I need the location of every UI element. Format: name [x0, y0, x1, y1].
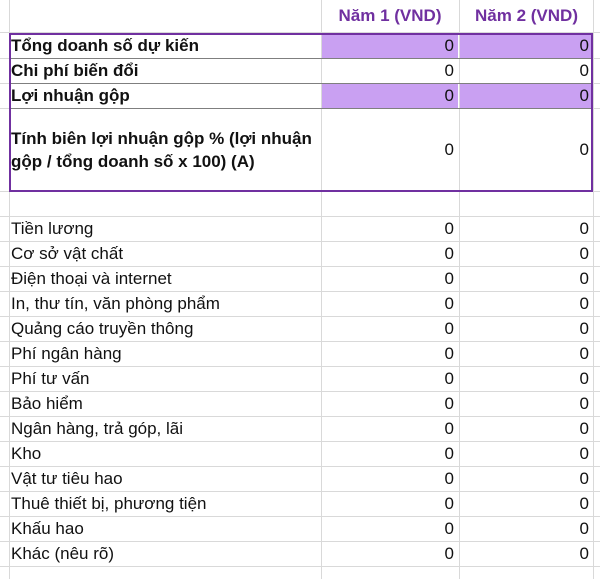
expense-row	[0, 317, 600, 342]
block-row-divider	[9, 108, 593, 109]
expense-row	[0, 367, 600, 392]
row-label[interactable]: Phí ngân hàng	[11, 344, 122, 363]
row-label[interactable]: Kho	[11, 444, 42, 463]
row-label[interactable]: Vật tư tiêu hao	[11, 469, 123, 488]
year2-value-cell[interactable]: 0	[579, 519, 589, 538]
expense-row	[0, 492, 600, 517]
year2-value-cell[interactable]: 0	[579, 394, 589, 413]
expense-row	[0, 417, 600, 442]
year1-value-cell[interactable]: 0	[444, 140, 454, 159]
row-label[interactable]: Tính biên lợi nhuận gộp % (lợi nhuận gộp / tổng doanh số x 100) (A)	[11, 129, 312, 171]
row-label[interactable]: Cơ sở vật chất	[11, 244, 124, 263]
row-label[interactable]: Tổng doanh số dự kiến	[11, 35, 199, 55]
year2-value-cell[interactable]: 0	[579, 469, 589, 488]
row-label[interactable]: Quảng cáo truyền thông	[11, 319, 194, 338]
block-row-divider	[9, 83, 593, 84]
year1-value-cell[interactable]: 0	[444, 394, 454, 413]
year1-value-cell[interactable]: 0	[444, 244, 454, 263]
row-label[interactable]: In, thư tín, văn phòng phẩm	[11, 294, 220, 313]
year2-value-cell[interactable]: 0	[579, 369, 589, 388]
row-label[interactable]: Chi phí biến đổi	[11, 61, 139, 80]
expense-row	[0, 217, 600, 242]
year1-value-cell[interactable]: 0	[444, 344, 454, 363]
row-label[interactable]: Thuê thiết bị, phương tiện	[11, 494, 207, 513]
summary-row-variable-cost	[0, 59, 600, 84]
year1-value-cell[interactable]: 0	[322, 33, 458, 58]
expense-row	[0, 517, 600, 542]
year2-value-cell[interactable]: 0	[579, 294, 589, 313]
year2-value-cell[interactable]: 0	[579, 444, 589, 463]
expense-row	[0, 267, 600, 292]
year1-value-cell[interactable]: 0	[444, 269, 454, 288]
row-label[interactable]: Phí tư vấn	[11, 369, 90, 388]
summary-row-gross-margin	[0, 109, 600, 192]
year2-value-cell[interactable]: 0	[579, 219, 589, 238]
year1-value-cell[interactable]: 0	[444, 444, 454, 463]
year1-value-cell[interactable]: 0	[444, 219, 454, 238]
year1-value-cell[interactable]: 0	[444, 294, 454, 313]
expense-row	[0, 442, 600, 467]
year2-value-cell[interactable]: 0	[579, 61, 589, 80]
expense-row	[0, 342, 600, 367]
year2-value-cell[interactable]: 0	[579, 244, 589, 263]
block-row-divider	[9, 58, 593, 59]
header-label-cell[interactable]	[9, 0, 319, 32]
empty-row	[0, 192, 600, 217]
year1-value-cell[interactable]: 0	[444, 369, 454, 388]
year1-value-cell[interactable]: 0	[444, 61, 454, 80]
year2-value-cell[interactable]: 0	[579, 419, 589, 438]
row-label[interactable]: Điện thoại và internet	[11, 269, 172, 288]
row-label[interactable]: Khác (nêu rõ)	[11, 544, 114, 563]
expense-row	[0, 392, 600, 417]
summary-row-total-sales	[0, 33, 600, 59]
expense-row	[0, 242, 600, 267]
year2-value-cell[interactable]: 0	[579, 319, 589, 338]
row-label[interactable]: Bảo hiểm	[11, 394, 83, 413]
header-year2-cell[interactable]: Năm 2 (VND)	[475, 6, 578, 25]
row-label[interactable]: Khấu hao	[11, 519, 84, 538]
year2-value-cell[interactable]: 0	[579, 344, 589, 363]
year2-value-cell[interactable]: 0	[460, 84, 593, 108]
year1-value-cell[interactable]: 0	[444, 519, 454, 538]
year1-value-cell[interactable]: 0	[322, 84, 458, 108]
year2-value-cell[interactable]: 0	[579, 494, 589, 513]
summary-row-gross-profit	[0, 84, 600, 109]
row-label[interactable]: Lợi nhuận gộp	[11, 86, 130, 105]
year2-value-cell[interactable]: 0	[579, 544, 589, 563]
header-year1-cell[interactable]: Năm 1 (VND)	[338, 6, 442, 25]
year1-value-cell[interactable]: 0	[444, 544, 454, 563]
year1-value-cell[interactable]: 0	[444, 419, 454, 438]
year2-value-cell[interactable]: 0	[460, 33, 593, 58]
header-row	[0, 0, 600, 33]
year1-value-cell[interactable]: 0	[444, 319, 454, 338]
row-label[interactable]: Tiền lương	[11, 219, 94, 238]
expense-row	[0, 467, 600, 492]
year1-value-cell[interactable]: 0	[444, 469, 454, 488]
year2-value-cell[interactable]: 0	[579, 269, 589, 288]
row-label[interactable]: Ngân hàng, trả góp, lãi	[11, 419, 184, 438]
expense-row	[0, 292, 600, 317]
year2-value-cell[interactable]: 0	[579, 140, 589, 159]
year1-value-cell[interactable]: 0	[444, 494, 454, 513]
expense-row	[0, 542, 600, 567]
